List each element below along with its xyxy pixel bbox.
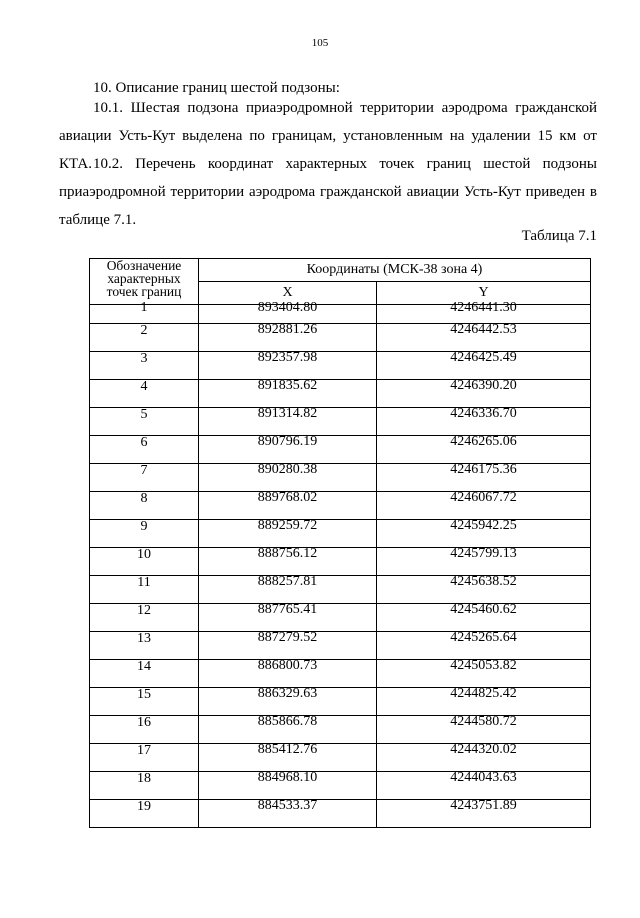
y-coordinate-cell: 4246441.30 xyxy=(377,305,591,324)
table-row xyxy=(90,380,591,408)
x-coordinate-cell: 892357.98 xyxy=(199,352,377,380)
point-number-cell: 7 xyxy=(90,464,199,492)
y-coordinate-cell: 4246265.06 xyxy=(377,436,591,464)
y-column-header: Y xyxy=(377,282,591,305)
table-row xyxy=(90,492,591,520)
point-number-cell: 10 xyxy=(90,548,199,576)
table-row xyxy=(90,800,591,828)
table-row xyxy=(90,576,591,604)
point-number-cell: 9 xyxy=(90,520,199,548)
point-number-cell: 16 xyxy=(90,716,199,744)
point-number-cell: 19 xyxy=(90,800,199,828)
point-number-cell: 3 xyxy=(90,352,199,380)
y-coordinate-cell: 4245265.64 xyxy=(377,632,591,660)
table-row xyxy=(90,464,591,492)
table-row xyxy=(90,305,591,324)
point-number-cell: 4 xyxy=(90,380,199,408)
y-coordinate-cell: 4246425.49 xyxy=(377,352,591,380)
section-heading: 10. Описание границ шестой подзоны: xyxy=(93,80,340,96)
y-coordinate-cell: 4246175.36 xyxy=(377,464,591,492)
table-row xyxy=(90,772,591,800)
point-number-cell: 18 xyxy=(90,772,199,800)
y-coordinate-cell: 4246442.53 xyxy=(377,324,591,352)
y-coordinate-cell: 4246336.70 xyxy=(377,408,591,436)
point-number-cell: 1 xyxy=(90,305,199,324)
point-label-header: Обозначение характерных точек границ xyxy=(90,259,199,305)
point-number-cell: 8 xyxy=(90,492,199,520)
point-number-cell: 5 xyxy=(90,408,199,436)
paragraph-10-2: 10.2. Перечень координат характерных точек границ шестой подзоны приаэродромной территории аэродрома гражданской авиации Усть-Кут приведен в таблице 7.1. xyxy=(59,156,597,228)
point-number-cell: 11 xyxy=(90,576,199,604)
point-number-cell: 6 xyxy=(90,436,199,464)
x-coordinate-cell: 890796.19 xyxy=(199,436,377,464)
table-row xyxy=(90,548,591,576)
y-coordinate-cell: 4244320.02 xyxy=(377,744,591,772)
y-coordinate-cell: 4245460.62 xyxy=(377,604,591,632)
coordinates-table xyxy=(89,258,591,828)
y-coordinate-cell: 4245053.82 xyxy=(377,660,591,688)
table-row xyxy=(90,520,591,548)
y-coordinate-cell: 4246390.20 xyxy=(377,380,591,408)
x-coordinate-cell: 888257.81 xyxy=(199,576,377,604)
y-coordinate-cell: 4246067.72 xyxy=(377,492,591,520)
table-row xyxy=(90,660,591,688)
table-row xyxy=(90,352,591,380)
y-coordinate-cell: 4243751.89 xyxy=(377,800,591,828)
x-coordinate-cell: 886800.73 xyxy=(199,660,377,688)
x-coordinate-cell: 891835.62 xyxy=(199,380,377,408)
x-coordinate-cell: 892881.26 xyxy=(199,324,377,352)
table-row xyxy=(90,604,591,632)
x-coordinate-cell: 887765.41 xyxy=(199,604,377,632)
table-row xyxy=(90,716,591,744)
table-body xyxy=(90,300,591,828)
point-number-cell: 15 xyxy=(90,688,199,716)
point-number-cell: 17 xyxy=(90,744,199,772)
coordinates-header: Координаты (МСК-38 зона 4) xyxy=(199,259,591,282)
x-coordinate-cell: 890280.38 xyxy=(199,464,377,492)
x-coordinate-cell: 891314.82 xyxy=(199,408,377,436)
x-coordinate-cell: 886329.63 xyxy=(199,688,377,716)
page-number: 105 xyxy=(311,37,329,49)
x-coordinate-cell: 887279.52 xyxy=(199,632,377,660)
table-row xyxy=(90,744,591,772)
y-coordinate-cell: 4244043.63 xyxy=(377,772,591,800)
table-row xyxy=(90,408,591,436)
x-coordinate-cell: 889259.72 xyxy=(199,520,377,548)
x-coordinate-cell: 884968.10 xyxy=(199,772,377,800)
table-row xyxy=(90,324,591,352)
table-row xyxy=(90,436,591,464)
table-row xyxy=(90,688,591,716)
paragraph-10-1: 10.1. Шестая подзона приаэродромной территории аэродрома гражданской авиации Усть-Кут выделена по границам, установленным на удалении 15 км от КТА. xyxy=(59,100,597,172)
y-coordinate-cell: 4245638.52 xyxy=(377,576,591,604)
y-coordinate-cell: 4244825.42 xyxy=(377,688,591,716)
point-number-cell: 12 xyxy=(90,604,199,632)
x-coordinate-cell: 893404.80 xyxy=(199,305,377,324)
x-coordinate-cell: 889768.02 xyxy=(199,492,377,520)
table-row xyxy=(90,632,591,660)
y-coordinate-cell: 4245799.13 xyxy=(377,548,591,576)
x-coordinate-cell: 885866.78 xyxy=(199,716,377,744)
point-number-cell: 13 xyxy=(90,632,199,660)
x-coordinate-cell: 884533.37 xyxy=(199,800,377,828)
x-coordinate-cell: 885412.76 xyxy=(199,744,377,772)
point-number-cell: 2 xyxy=(90,324,199,352)
y-coordinate-cell: 4244580.72 xyxy=(377,716,591,744)
x-coordinate-cell: 888756.12 xyxy=(199,548,377,576)
point-number-cell: 14 xyxy=(90,660,199,688)
y-coordinate-cell: 4245942.25 xyxy=(377,520,591,548)
x-column-header: X xyxy=(199,282,377,305)
table-caption: Таблица 7.1 xyxy=(521,228,597,244)
